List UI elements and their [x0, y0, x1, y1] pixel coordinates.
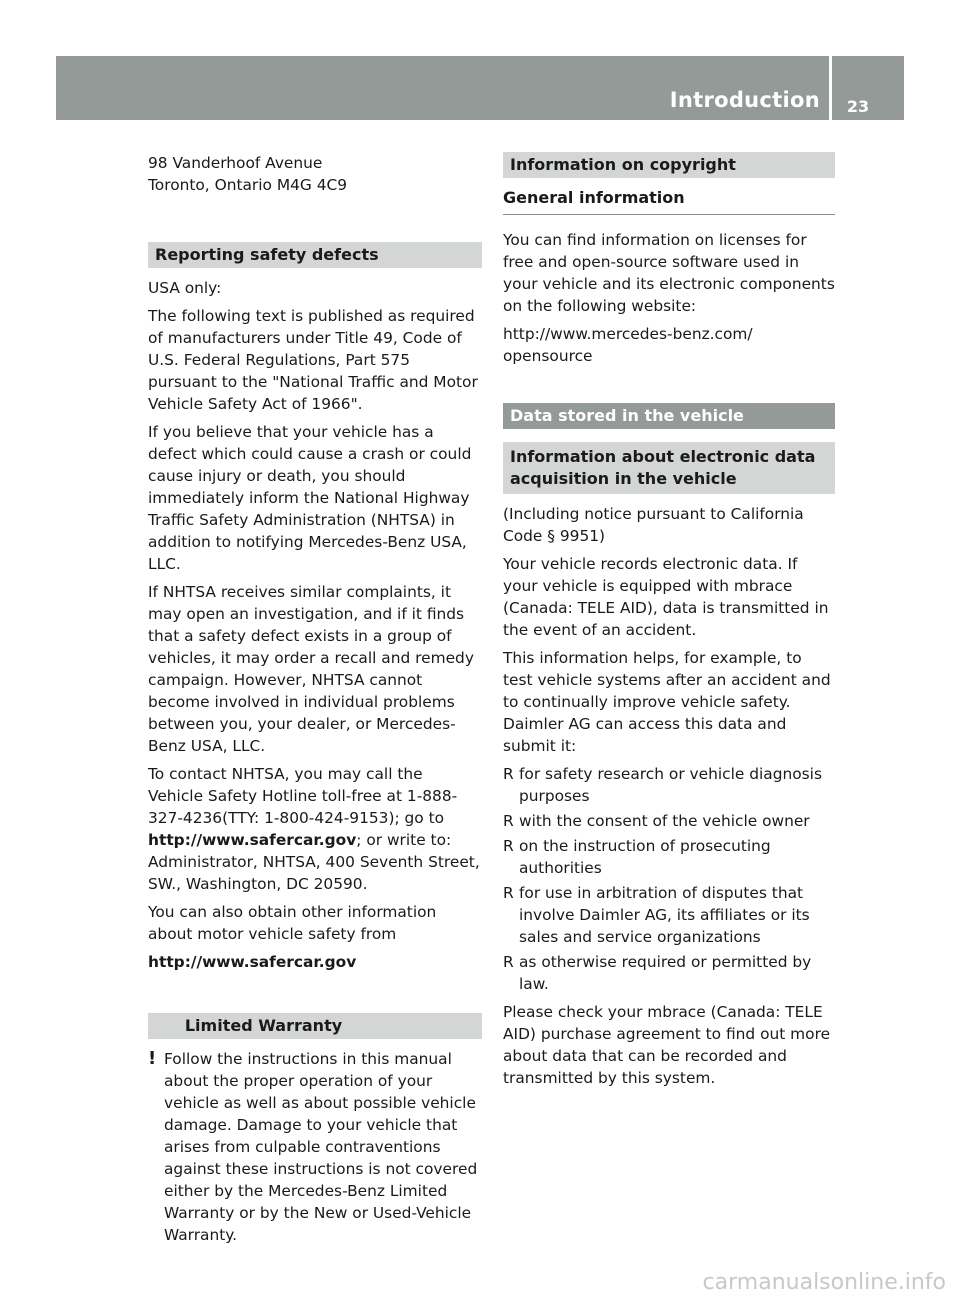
paragraph-contact: To contact NHTSA, you may call the Vehicle Safety Hotline toll-free at 1-888-327-4236(TTY: 1-800-424-9153); go to http://www.safercar.gov; or write to: Administrator, NHTSA, 400 Seventh Street, SW., Washington, DC 20590. — [148, 765, 480, 893]
opensource-url[interactable]: http://www.mercedes-benz.com/ opensource — [503, 325, 753, 365]
right-column — [503, 152, 835, 1095]
list-item: R with the consent of the vehicle owner — [503, 812, 810, 830]
paragraph: Daimler AG can access this data and submit it: — [503, 715, 787, 755]
bullet-icon: R — [503, 837, 514, 855]
safercar-link[interactable]: http://www.safercar.gov — [148, 953, 357, 971]
bullet-icon: R — [503, 953, 514, 971]
section-heading-electronic-data: Information about electronic data acquisition in the vehicle — [503, 442, 835, 494]
list-item: R for safety research or vehicle diagnosis purposes — [503, 765, 822, 805]
paragraph: This information helps, for example, to test vehicle systems after an accident and to continually improve vehicle safety. — [503, 649, 831, 711]
warning-text: Follow the instructions in this manual about the proper operation of your vehicle as well as about possible vehicle damage. Damage to your vehicle that arises from culpable contraventions against these instructions is not covered either by the Mercedes-Benz Limited Warranty or by the New or Used-Vehicle Warranty. — [164, 1050, 478, 1244]
usa-only-label: USA only: — [148, 279, 222, 297]
address-line: 98 Vanderhoof Avenue — [148, 154, 323, 172]
header-divider — [829, 56, 832, 120]
address-line: Toronto, Ontario M4G 4C9 — [148, 176, 348, 194]
subheading-general-information: General information — [503, 187, 835, 215]
paragraph: (Including notice pursuant to California Code § 9951) — [503, 505, 804, 545]
page-number: 23 — [846, 97, 870, 116]
safercar-link[interactable]: http://www.safercar.gov — [148, 831, 357, 849]
paragraph: You can also obtain other information about motor vehicle safety from — [148, 903, 437, 943]
section-heading-limited-warranty: Limited Warranty — [148, 1013, 482, 1039]
list-item: R on the instruction of prosecuting authorities — [503, 837, 771, 877]
left-column — [148, 152, 482, 1246]
section-heading-copyright: Information on copyright — [503, 152, 835, 178]
paragraph: Please check your mbrace (Canada: TELE AID) purchase agreement to find out more about data that can be recorded and transmitted by this system. — [503, 1003, 831, 1087]
paragraph: You can find information on licenses for free and open-source software used in your vehicle and its electronic components on the following website: — [503, 231, 835, 315]
bullet-icon: R — [503, 884, 514, 902]
paragraph: Your vehicle records electronic data. If your vehicle is equipped with mbrace (Canada: TELE AID), data is transmitted in the event of an accident. — [503, 555, 829, 639]
list-item: R for use in arbitration of disputes that involve Daimler AG, its affiliates or its sales and service organizations — [503, 884, 810, 946]
section-heading-data-stored: Data stored in the vehicle — [503, 403, 835, 429]
paragraph: If NHTSA receives similar complaints, it may open an investigation, and if it finds that a safety defect exists in a group of vehicles, it may order a recall and remedy campaign. However, NHTSA cannot become involved in individual problems between you, your dealer, or Mercedes-Benz USA, LLC. — [148, 583, 474, 755]
page-title: Introduction — [669, 88, 820, 112]
list-item: R as otherwise required or permitted by law. — [503, 953, 812, 993]
warning-icon: ! — [148, 1048, 157, 1069]
bullet-list — [503, 763, 835, 995]
bullet-icon: R — [503, 812, 514, 830]
bullet-icon: R — [503, 765, 514, 783]
warning-note — [148, 1048, 482, 1246]
section-heading-reporting-safety-defects: Reporting safety defects — [148, 242, 482, 268]
paragraph: The following text is published as required of manufacturers under Title 49, Code of U.S. Federal Regulations, Part 575 pursuant to the "National Traffic and Motor Vehicle Safety Act of 1966". — [148, 307, 478, 413]
paragraph: If you believe that your vehicle has a defect which could cause a crash or could cause injury or death, you should immediately inform the National Highway Traffic Safety Administration (NHTSA) in addition to notifying Mercedes-Benz USA, LLC. — [148, 423, 472, 573]
watermark-logo: carmanualsonline.info — [702, 1270, 946, 1295]
